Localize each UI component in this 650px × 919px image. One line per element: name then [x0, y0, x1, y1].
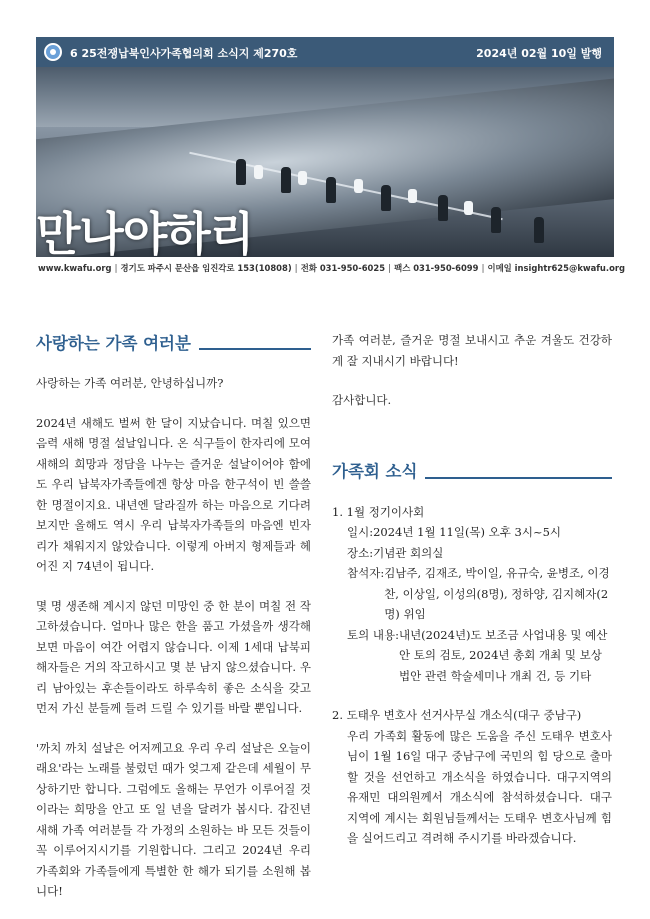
news-item-title: 1. 1월 정기이사회 — [332, 504, 425, 519]
article-heading: 사랑하는 가족 여러분 — [36, 330, 311, 354]
meeting-attendees: 참석자: 김남주, 김재조, 박이일, 유규숙, 윤병조, 이경찬, 이상일, 이성의(8명), 정하양, 김지혜자(2명) 위임 — [347, 566, 610, 621]
address: 경기도 파주시 문산읍 임진각로 153(10808) — [120, 263, 292, 273]
paragraph: 몇 명 생존해 계시지 않던 미망인 중 한 분이 며칠 전 작고하셨습니다. 얼마나 많은 한을 품고 가셨을까 생각해 보면 마음이 여간 어렵지 않습니다. 이제 1세대 납북피해자들은 거의 작고하시고 몇 분 남지 않으셨습니다. 우리 남아있는 후손들이라도 하루속히 좋은 소식을 갖고 먼저 가신 분들께 들려 드릴 수 있기를 바랄 뿐입니다. — [36, 598, 311, 715]
hero-photo — [36, 67, 614, 257]
paragraph: '까치 까치 설날은 어저께고요 우리 우리 설날은 오늘이래요'라는 노래를 불렀던 때가 엊그제 같은데 세월이 무상하기만 합니다. 그럼에도 올해는 무언가 이루어질 것이라는 희망을 안고 또 일 년을 달려가 봅시다. 갑진년 새해 가족 여러분들 각 가정의 소원하는 바 모든 것들이 꼭 이루어지시기를 기원합니다. 그리고 2024년 우리 가족회와 가족들에게 특별한 한 해가 되기를 소원해 봅니다! — [36, 740, 311, 898]
left-column — [36, 330, 311, 902]
closing: 감사합니다. — [332, 393, 392, 407]
phone: 전화 031-950-6025 — [300, 263, 386, 273]
newsletter-issue-title: 6 25전쟁납북인사가족협의회 소식지 제270호 — [70, 47, 298, 60]
right-column — [332, 330, 612, 849]
contact-line: www.kwafu.org | 경기도 파주시 문산읍 임진각로 153(10808) | 전화 031-950-6025 | 팩스 031-950-6099 | 이메일 insightr625@kwafu.org — [38, 263, 625, 273]
news-item-body: 우리 가족회 활동에 많은 도움을 주신 도태우 변호사님이 1월 16일 대구 중남구에 국민의 힘 당으로 출마할 것을 선언하고 개소식을 하였습니다. 대구지역의 유재민 대의원께서 개소식에 참석하셨습니다. 대구 지역에 계시는 회원님들께서는 도태우 변호사님께 힘을 실어드리고 격려해 주시기를 바라겠습니다. — [347, 728, 612, 845]
paragraph: 2024년 새해도 벌써 한 달이 지났습니다. 며칠 있으면 음력 새해 명절 설날입니다. 온 식구들이 한자리에 모여 새해의 희망과 정담을 나누는 즐거운 설날이어야 함에도 우리 납북자가족들에겐 항상 마음 한구석이 빈 쓸쓸한 명절이지요. 내년엔 달라질까 하는 마음으로 기다려보지만 올해도 역시 우리 납북자가족들의 마음엔 빈자리가 채워지지 않았습니다. 이렇게 아버지 형제들과 헤어진 지 74년이 됩니다. — [36, 415, 311, 573]
paragraph: 가족 여러분, 즐거운 명절 보내시고 추운 겨울도 건강하게 잘 지내시기 바랍니다! — [332, 333, 612, 368]
paragraph: 사랑하는 가족 여러분, 안녕하십니까? — [36, 376, 224, 390]
meeting-datetime: 일시: 2024년 1월 11일(목) 오후 3시~5시 — [347, 525, 562, 539]
meeting-place: 장소: 기념관 회의실 — [347, 545, 444, 560]
newsletter-header-bar — [36, 37, 614, 67]
email: 이메일 insightr625@kwafu.org — [487, 263, 625, 273]
website-link[interactable]: www.kwafu.org — [38, 263, 112, 273]
meeting-agenda: 토의 내용: 내년(2024년)도 보조금 사업내용 및 예산안 토의 검토, 2024년 총회 개최 및 보상법안 관련 학술세미나 개최 건, 등 기타 — [347, 627, 608, 683]
news-item-title: 2. 도태우 변호사 선거사무실 개소식(대구 중남구) — [332, 708, 582, 722]
organization-logo-icon — [44, 43, 62, 61]
publish-date: 2024년 02월 10일 발행 — [476, 47, 602, 60]
newsletter-masthead-title: 만나야하리 — [36, 207, 254, 257]
news-heading: 가족회 소식 — [332, 459, 612, 483]
fax: 팩스 031-950-6099 — [394, 263, 479, 273]
